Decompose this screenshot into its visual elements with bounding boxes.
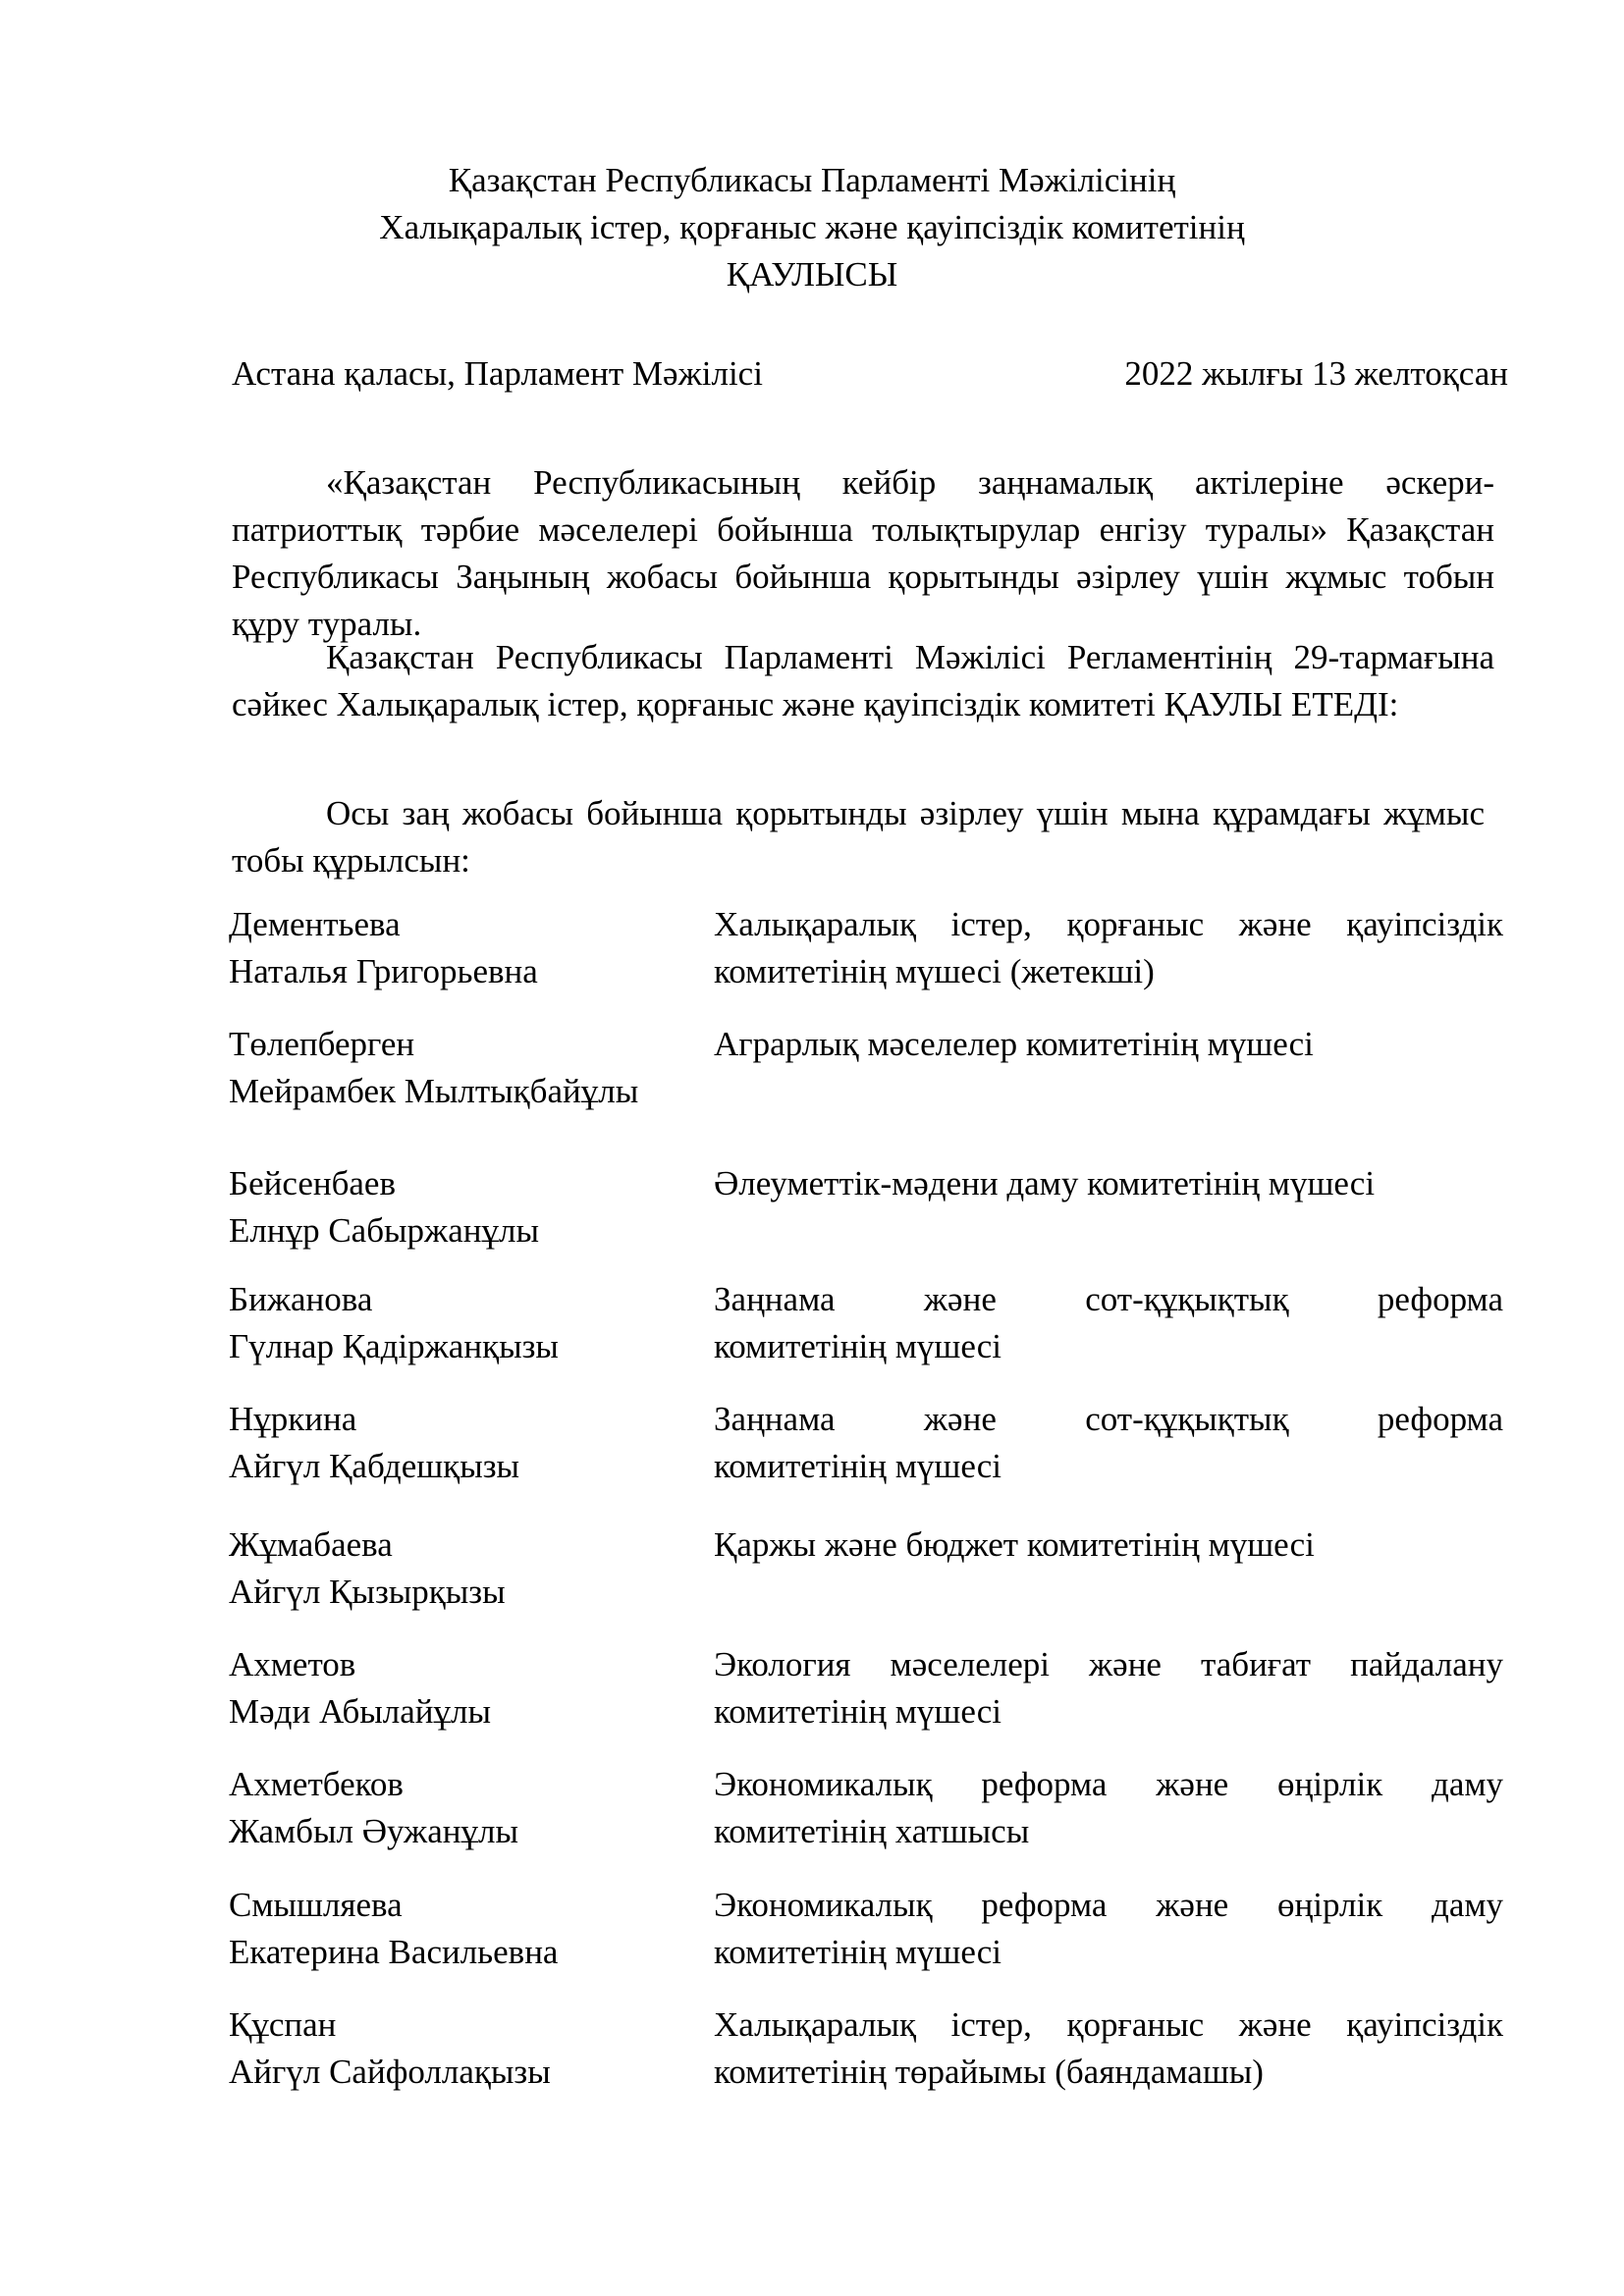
- basis-paragraph: Қазақстан Республикасы Парламенті Мәжілісі Регламентінің 29-тармағына сәйкес Халықаралық істер, қорғаныс және қауіпсіздік комитеті ҚАУЛЫ ЕТЕДІ:: [232, 638, 1494, 723]
- member-role: [714, 1761, 1503, 1855]
- member-role: [714, 1160, 1503, 1255]
- member-role-line-2: комитетінің төрайымы (баяндамашы): [714, 2053, 1264, 2091]
- member-surname: Құспан: [229, 2005, 337, 2044]
- member-role-line-1: Заңнама және сот-құқықтық реформа: [714, 1400, 1503, 1438]
- member-surname: Бейсенбаев: [229, 1164, 396, 1202]
- member-name: [229, 1641, 690, 1735]
- member-role: [714, 1276, 1503, 1370]
- member-given-name: Жамбыл Әужанұлы: [229, 1812, 518, 1850]
- member-name: [229, 1761, 690, 1855]
- member-given-name: Айгүл Қызырқызы: [229, 1573, 506, 1611]
- member-role: [714, 901, 1503, 995]
- member-surname: Нұркина: [229, 1400, 357, 1438]
- member-role: [714, 1021, 1503, 1115]
- member-name: [229, 1276, 690, 1370]
- member-role-line-2: комитетінің хатшысы: [714, 1812, 1030, 1850]
- member-role: [714, 1641, 1503, 1735]
- date-text: 2022 жылғы 13 желтоқсан: [1124, 354, 1508, 393]
- member-name: [229, 1882, 690, 1976]
- header-line-resolution: ҚАУЛЫСЫ: [726, 255, 898, 294]
- member-role: [714, 1882, 1503, 1976]
- member-role-line-1: Экология мәселелері және табиғат пайдалану: [714, 1645, 1503, 1683]
- member-name: [229, 901, 690, 995]
- member-role-line-1: Әлеуметтік-мәдени даму комитетінің мүшесі: [714, 1164, 1376, 1202]
- member-surname: Смышляева: [229, 1886, 403, 1924]
- member-given-name: Елнұр Сабыржанұлы: [229, 1211, 539, 1250]
- member-role-line-1: Заңнама және сот-құқықтық реформа: [714, 1280, 1503, 1318]
- member-given-name: Айгүл Сайфоллақызы: [229, 2053, 551, 2091]
- member-role-line-2: комитетінің мүшесі (жетекші): [714, 952, 1155, 990]
- member-role-line-2: комитетінің мүшесі: [714, 1933, 1001, 1971]
- member-role-line-2: комитетінің мүшесі: [714, 1447, 1001, 1485]
- place-date-row: [232, 350, 1508, 398]
- member-role-line-1: Экономикалық реформа және өңірлік даму: [714, 1886, 1503, 1924]
- member-role: [714, 2002, 1503, 2096]
- member-role-line-2: [714, 1068, 1503, 1115]
- subject-paragraph: «Қазақстан Республикасының кейбір заңнамалық актілеріне әскери-патриоттық тәрбие мәселелері бойынша толықтырулар енгізу туралы» Қазақстан Республикасы Заңының жобасы бойынша қорытынды әзірлеу үшін жұмыс тобын құру туралы.: [232, 463, 1494, 643]
- member-given-name: Мейрамбек Мылтықбайұлы: [229, 1072, 639, 1110]
- member-role-line-2: комитетінің мүшесі: [714, 1692, 1001, 1731]
- member-role: [714, 1522, 1503, 1616]
- member-role-line-2: [714, 1207, 1503, 1255]
- member-surname: Жұмабаева: [229, 1525, 393, 1564]
- member-name: [229, 2002, 690, 2096]
- member-surname: Бижанова: [229, 1280, 373, 1318]
- member-role-line-1: Аграрлық мәселелер комитетінің мүшесі: [714, 1025, 1314, 1063]
- member-given-name: Айгүл Қабдешқызы: [229, 1447, 520, 1485]
- member-surname: Ахметбеков: [229, 1765, 404, 1803]
- member-surname: Ахметов: [229, 1645, 356, 1683]
- member-role-line-1: Халықаралық істер, қорғаныс және қауіпсіздік: [714, 905, 1503, 943]
- decision-paragraph: Осы заң жобасы бойынша қорытынды әзірлеу үшін мына құрамдағы жұмыс тобы құрылсын:: [232, 794, 1485, 880]
- member-name: [229, 1396, 690, 1490]
- member-surname: Төлепберген: [229, 1025, 415, 1063]
- document-header: [0, 157, 1624, 298]
- member-role: [714, 1396, 1503, 1490]
- member-role-line-1: Қаржы және бюджет комитетінің мүшесі: [714, 1525, 1315, 1564]
- header-line-parliament: Қазақстан Республикасы Парламенті Мәжілісінің: [448, 161, 1176, 199]
- member-given-name: Мәди Абылайұлы: [229, 1692, 491, 1731]
- member-given-name: Гүлнар Қадіржанқызы: [229, 1327, 559, 1365]
- member-surname: Дементьева: [229, 905, 401, 943]
- header-line-committee: Халықаралық істер, қорғаныс және қауіпсіздік комитетінің: [379, 208, 1245, 246]
- member-given-name: Екатерина Васильевна: [229, 1933, 559, 1971]
- member-role-line-2: [714, 1569, 1503, 1616]
- place-text: Астана қаласы, Парламент Мәжілісі: [232, 354, 763, 393]
- member-name: [229, 1160, 690, 1255]
- member-role-line-2: комитетінің мүшесі: [714, 1327, 1001, 1365]
- member-name: [229, 1522, 690, 1616]
- member-role-line-1: Халықаралық істер, қорғаныс және қауіпсіздік: [714, 2005, 1503, 2044]
- member-name: [229, 1021, 690, 1115]
- member-role-line-1: Экономикалық реформа және өңірлік даму: [714, 1765, 1503, 1803]
- member-given-name: Наталья Григорьевна: [229, 952, 538, 990]
